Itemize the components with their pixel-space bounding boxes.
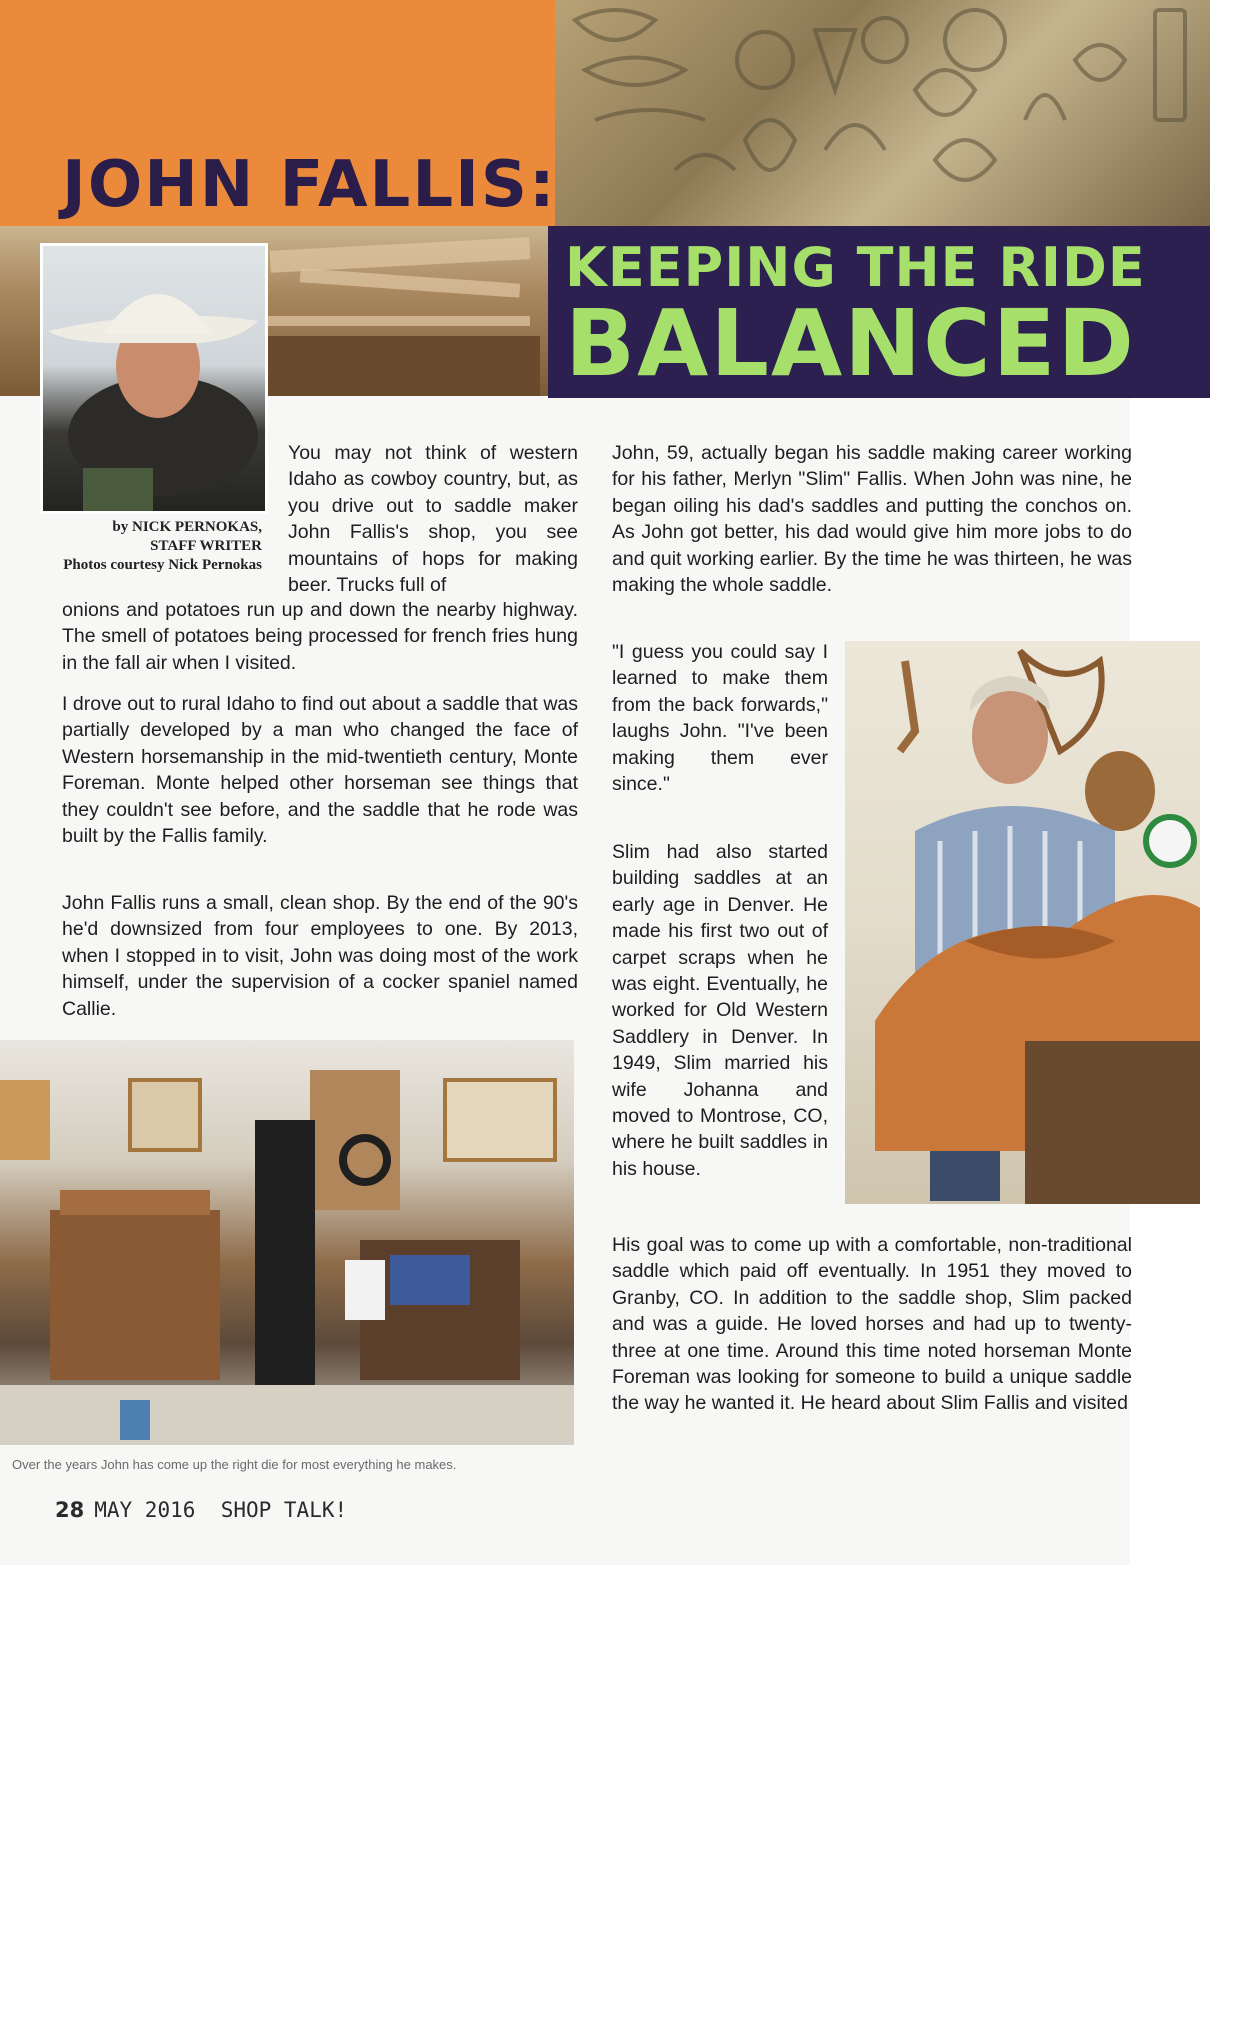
byline-author: by NICK PERNOKAS, (112, 519, 262, 535)
article-slim-paragraph: Slim had also started building saddles at an early age in Denver. He made his first two out of carpet scraps when he was eight. Eventually, he worked for Old Western Saddlery in Denver. In 1949, Slim married his wife Johanna and moved to Montrose, CO, where he built saddles in his house. (612, 841, 828, 1180)
saddle-maker-photo (845, 641, 1200, 1204)
issue-date: MAY 2016 (94, 1498, 196, 1522)
byline (12, 518, 262, 575)
headline-subtitle-line1: KEEPING THE RIDE (565, 236, 1146, 299)
saddle-maker-illustration (845, 641, 1200, 1204)
cowboy-portrait-illustration (43, 246, 265, 511)
headline-subtitle-line2: BALANCED (565, 290, 1136, 397)
article-intro-top: You may not think of western Idaho as cowboy country, but, as you drive out to saddle maker John Fallis's shop, you see mountains of hops for making beer. Trucks full of (288, 442, 578, 597)
header-tools-photo (555, 0, 1210, 226)
article-paragraph-3: John Fallis runs a small, clean shop. By the end of the 90's he'd downsized from four employees to one. By 2013, when I stopped in to visit, John was doing most of the work himself, under the supervision of a cocker spaniel named Callie. (62, 892, 578, 1020)
headline-name: JOHN FALLIS: (62, 148, 557, 222)
article-slim-continued: His goal was to come up with a comfortable, non-traditional saddle which paid off eventually. In 1951 they moved to Granby, CO. In addition to the saddle shop, Slim packed and was a guide. He loved horses and had up to twenty-three at one time. Around this time noted horseman Monte Foreman was looking for someone to build a unique saddle the way he wanted it. He heard about Slim Fallis and visited (612, 1234, 1132, 1415)
page-number: 28 (55, 1498, 85, 1522)
hanging-tools-illustration (555, 0, 1210, 226)
article-paragraph-2: I drove out to rural Idaho to find out about a saddle that was partially developed by a man who changed the face of Western horsemanship in the mid-twentieth century, Monte Foreman. Monte helped other horseman see things that they couldn't see before, and the saddle that he rode was built by the Fallis family. (62, 693, 578, 848)
article-intro-rest: onions and potatoes run up and down the nearby highway. The smell of potatoes being processed for french fries hung in the fall air when I visited. (62, 599, 578, 674)
page-footer (55, 1498, 347, 1522)
shop-interior-photo (0, 1040, 574, 1445)
shop-interior-illustration (0, 1040, 574, 1445)
publication-name: SHOP TALK! (220, 1498, 348, 1522)
article-right-paragraph-1: John, 59, actually began his saddle making career working for his father, Merlyn "Slim" Fallis. When John was nine, he began oiling his dad's saddles and putting the conchos on. As John got better, his dad would give him more jobs to do and quit working earlier. By the time he was thirteen, he was making the whole saddle. (612, 442, 1132, 597)
photo-credit: Photos courtesy Nick Pernokas (63, 557, 262, 573)
byline-role: STAFF WRITER (150, 538, 262, 554)
portrait-photo (40, 243, 268, 514)
article-quote: "I guess you could say I learned to make them from the back forwards," laughs John. "I've been making them ever since." (612, 641, 828, 796)
photo-caption: Over the years John has come up the right die for most everything he makes. (12, 1457, 457, 1472)
